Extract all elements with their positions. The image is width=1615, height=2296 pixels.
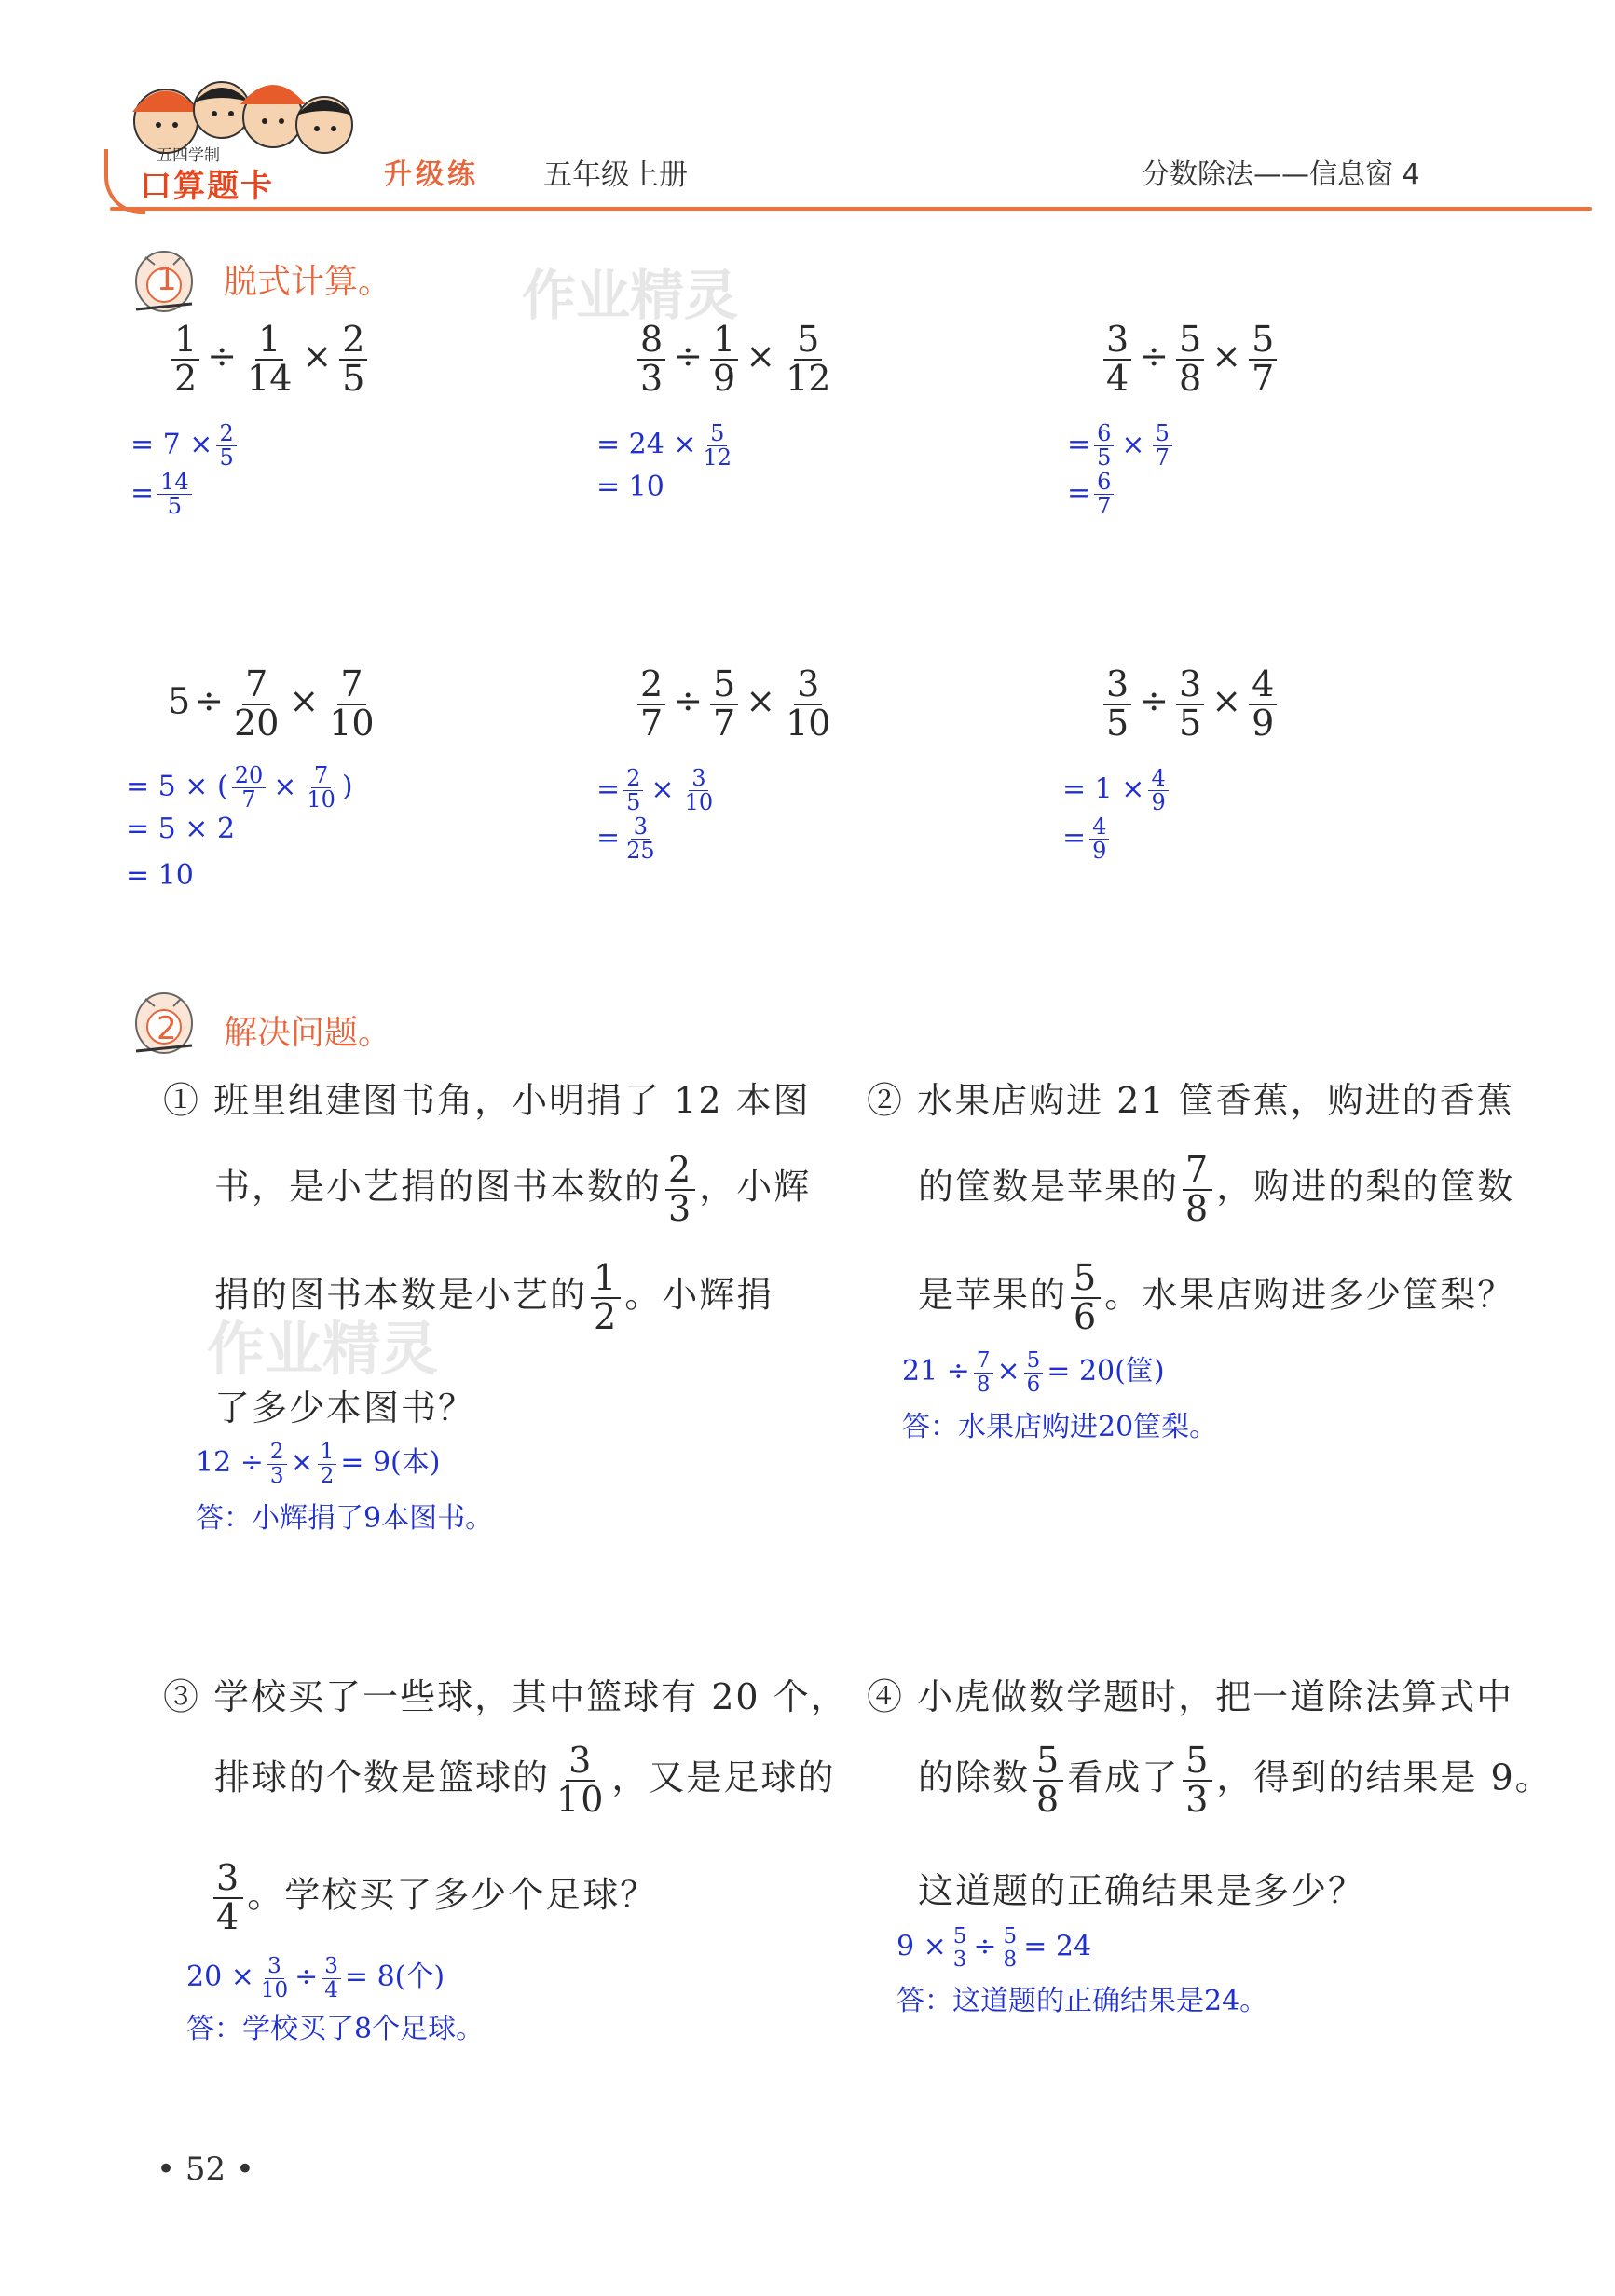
- fraction: $\frac{3}{10}$: [684, 765, 714, 816]
- fraction: $\frac{4}{9}$: [1148, 767, 1168, 814]
- solution-step: = 5 × 2: [126, 813, 236, 845]
- series-label: 升级练: [384, 158, 479, 191]
- fraction: $\frac{5}{7}$: [710, 666, 738, 743]
- problem-mark: ②: [867, 1080, 905, 1121]
- solution-step: = 10: [596, 471, 664, 503]
- solution-step: = 7 × $\frac{2}{5}$: [130, 422, 240, 471]
- grade-label: 五年级上册: [543, 158, 688, 192]
- answer-sentence: 答：学校买了8个足球。: [186, 2013, 485, 2045]
- fraction: $\frac{2}{5}$: [623, 767, 643, 814]
- fraction: $\frac{3}{5}$: [1103, 666, 1131, 743]
- answer-equation: 20 × $\frac{3}{10}$ ÷ $\frac{3}{4}$ = 8(个): [186, 1954, 445, 2002]
- calc-solution: [1067, 422, 1176, 519]
- page-number: • 52 •: [157, 2151, 254, 2188]
- solution-step: = $\frac{14}{5}$: [130, 471, 240, 519]
- fraction: $\frac{7}{8}$: [1183, 1152, 1212, 1228]
- fraction: $\frac{3}{10}$: [556, 1740, 606, 1820]
- problem-line: 的筐数是苹果的 $\frac{7}{8}$ ，购进的梨的筐数: [918, 1149, 1515, 1229]
- fraction: $\frac{3}{5}$: [1176, 666, 1204, 743]
- solution-step: = 24 × $\frac{5}{12}$: [596, 422, 738, 471]
- problem-line: ③ 学校买了一些球，其中篮球有 20 个，: [163, 1676, 848, 1717]
- logo-title: 口算题卡: [140, 168, 274, 205]
- fraction: $\frac{4}{9}$: [1089, 815, 1109, 863]
- fraction: $\frac{5}{8}$: [1033, 1742, 1063, 1819]
- watermark: 作业精灵: [522, 264, 739, 327]
- answer-sentence: 答：水果店购进20筐梨。: [902, 1411, 1218, 1443]
- problem-line: 书，是小艺捐的图书本数的 $\frac{2}{3}$ ，小辉: [214, 1149, 812, 1229]
- fraction: $\frac{2}{7}$: [637, 666, 665, 743]
- fraction: $\frac{2}{5}$: [339, 321, 367, 398]
- section-title: 解决问题。: [224, 1014, 392, 1052]
- answer-equation: 21 ÷ $\frac{7}{8}$ × $\frac{5}{6}$ = 20(筐): [902, 1348, 1165, 1397]
- problem-line: 了多少本图书？: [214, 1387, 476, 1428]
- calc-solution: [596, 422, 738, 517]
- calc-solution: [126, 764, 353, 906]
- fraction: $\frac{3}{4}$: [1103, 321, 1131, 398]
- answer-equation: 12 ÷ $\frac{2}{3}$ × $\frac{1}{2}$ = 9(本): [196, 1440, 441, 1488]
- logo-subtitle: 五四学制: [157, 146, 220, 165]
- fraction: $\frac{14}{5}$: [157, 471, 192, 518]
- fraction: $\frac{2}{5}$: [216, 422, 236, 470]
- problem-mark: ③: [163, 1676, 201, 1717]
- solution-step: = $\frac{2}{5}$ × $\frac{3}{10}$: [596, 767, 719, 815]
- solution-step: = $\frac{4}{9}$: [1062, 815, 1172, 864]
- fraction: $\frac{1}{2}$: [171, 321, 199, 398]
- header-rule: [110, 207, 1592, 211]
- fraction: $\frac{5}{8}$: [1176, 321, 1204, 398]
- fraction: $\frac{2}{3}$: [665, 1152, 695, 1228]
- solution-step: = $\frac{3}{25}$: [596, 815, 719, 864]
- fraction: $\frac{6}{7}$: [1094, 471, 1114, 518]
- problem-line: ① 班里组建图书角，小明捐了 12 本图: [163, 1080, 811, 1121]
- fraction: $\frac{8}{3}$: [637, 321, 665, 398]
- watermark: 作业精灵: [207, 1315, 439, 1383]
- calc-expression: $\frac{1}{2}$ ÷ $\frac{1}{14}$ × $\frac{2}{5}$: [168, 321, 371, 398]
- calc-solution: [596, 767, 719, 864]
- problem-line: 的除数 $\frac{5}{8}$ 看成了 $\frac{5}{3}$ ，得到的结果是 9。: [918, 1740, 1553, 1820]
- answer-sentence: 答：小辉捐了9本图书。: [196, 1502, 494, 1535]
- solution-step: = 10: [126, 859, 194, 892]
- fraction: $\frac{3}{10}$: [786, 663, 831, 744]
- fraction: $\frac{20}{7}$: [232, 764, 267, 812]
- calc-expression: $\frac{3}{5}$ ÷ $\frac{3}{5}$ × $\frac{4}{9}$: [1100, 666, 1280, 743]
- fraction: $\frac{3}{25}$: [626, 813, 655, 865]
- solution-step: = 5 × ( $\frac{20}{7}$ × $\frac{7}{10}$ ): [126, 762, 353, 813]
- fraction: $\frac{7}{20}$: [234, 663, 280, 744]
- fraction: $\frac{1}{2}$: [591, 1260, 621, 1336]
- problem-line: 是苹果的 $\frac{5}{6}$ 。水果店购进多少筐梨？: [918, 1257, 1515, 1337]
- calc-solution: [1062, 767, 1172, 864]
- fraction: $\frac{5}{7}$: [1153, 422, 1172, 470]
- calc-expression: $\frac{2}{7}$ ÷ $\frac{5}{7}$ × $\frac{3}{10}$: [634, 666, 837, 743]
- fraction: $\frac{7}{10}$: [329, 663, 375, 744]
- problem-line: ④ 小虎做数学题时，把一道除法算式中: [867, 1676, 1514, 1717]
- problem-mark: ④: [867, 1676, 905, 1717]
- answer-sentence: 答：这道题的正确结果是24。: [896, 1985, 1268, 2017]
- fraction: $\frac{5}{12}$: [703, 420, 732, 472]
- calc-expression: $\frac{3}{4}$ ÷ $\frac{5}{8}$ × $\frac{5}{7}$: [1100, 321, 1280, 398]
- fraction: $\frac{6}{5}$: [1094, 422, 1114, 470]
- solution-step: = 1 × $\frac{4}{9}$: [1062, 767, 1172, 815]
- fraction: $\frac{4}{9}$: [1249, 666, 1277, 743]
- problem-line: 这道题的正确结果是多少？: [918, 1870, 1366, 1911]
- fraction: $\frac{5}{6}$: [1071, 1260, 1101, 1336]
- fraction: $\frac{1}{14}$: [247, 319, 293, 399]
- answer-equation: 9 × $\frac{5}{3}$ ÷ $\frac{5}{8}$ = 24: [896, 1924, 1092, 1973]
- problem-mark: ①: [163, 1080, 201, 1121]
- section-title: 脱式计算。: [224, 263, 392, 301]
- section-number: 1: [157, 261, 177, 298]
- problem-line: 排球的个数是篮球的 $\frac{3}{10}$ ，又是足球的: [214, 1740, 836, 1820]
- calc-expression: 5 ÷ $\frac{7}{20}$ × $\frac{7}{10}$: [168, 666, 381, 743]
- solution-step: = $\frac{6}{5}$ × $\frac{5}{7}$: [1067, 422, 1176, 471]
- fraction: $\frac{3}{4}$: [213, 1860, 243, 1936]
- solution-step: = $\frac{6}{7}$: [1067, 471, 1176, 519]
- fraction: $\frac{5}{12}$: [786, 319, 831, 399]
- fraction: $\frac{1}{9}$: [710, 321, 738, 398]
- problem-line: ② 水果店购进 21 筐香蕉，购进的香蕉: [867, 1080, 1514, 1121]
- section-number: 2: [157, 1010, 177, 1047]
- fraction: $\frac{5}{7}$: [1249, 321, 1277, 398]
- problem-line: 捐的图书本数是小艺的 $\frac{1}{2}$ 。小辉捐: [214, 1257, 774, 1337]
- fraction: $\frac{7}{10}$: [307, 762, 335, 813]
- topic-label: 分数除法——信息窗 4: [1142, 158, 1420, 191]
- problem-line: $\frac{3}{4}$ 。学校买了多少个足球？: [210, 1860, 657, 1936]
- calc-solution: [130, 422, 240, 519]
- fraction: $\frac{5}{3}$: [1183, 1742, 1212, 1819]
- calc-expression: $\frac{8}{3}$ ÷ $\frac{1}{9}$ × $\frac{5}{12}$: [634, 321, 837, 398]
